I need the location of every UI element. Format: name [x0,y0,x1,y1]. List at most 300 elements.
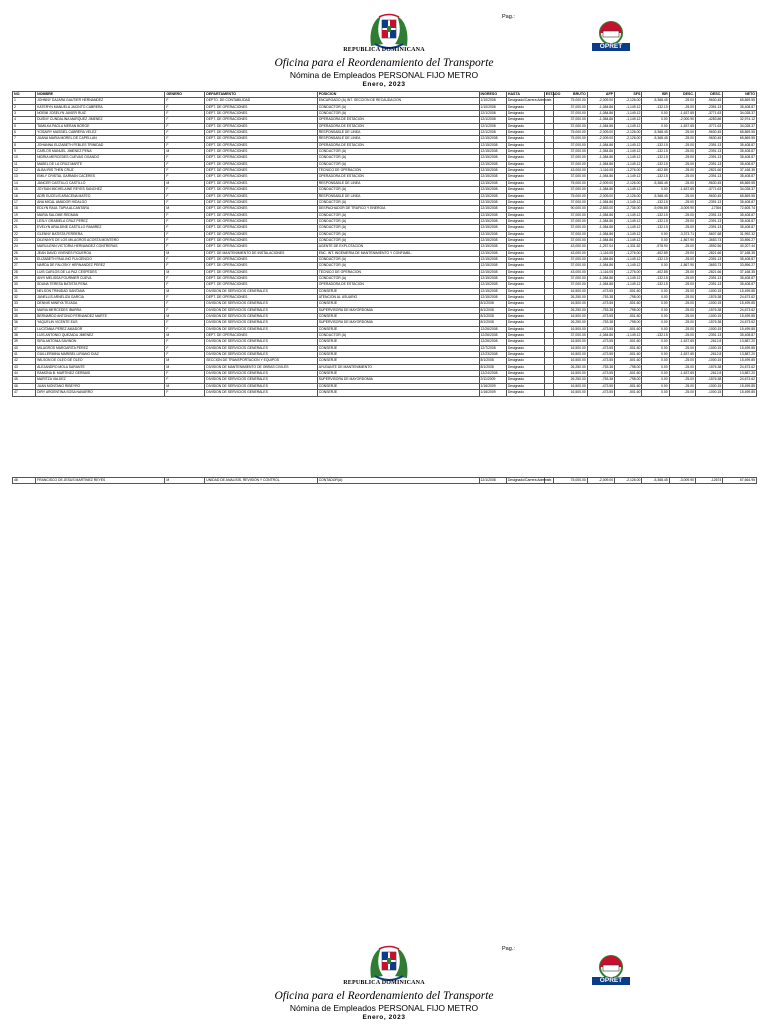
table-cell: Designado [506,168,544,174]
table-cell: F [165,275,205,281]
table-cell: -1,084.86 [587,225,614,231]
table-cell: -1576.38 [695,364,722,370]
table-cell: -25.00 [669,225,695,231]
table-cell: -132.15 [642,142,669,148]
table-cell: -25.00 [669,377,695,383]
table-cell: -1,084.86 [587,282,614,288]
table-cell: F [165,352,205,358]
table-cell: 35,408.87 [723,333,757,339]
table-cell: Designado/Carrera Administr. [507,98,553,103]
table-cell: -132.15 [642,155,669,161]
table-cell: 0.00 [642,237,669,243]
table-cell: 31 [13,288,36,294]
table-cell: 37,000.00 [554,111,588,117]
table-cell: Designado [506,301,544,307]
table-cell: 40,207.44 [723,244,757,250]
table-cell: 35,408.87 [723,212,757,218]
table-cell: 12/15/2008 [479,225,506,231]
table-cell: -25.00 [669,333,695,339]
table-cell: -25.00 [669,180,695,186]
table-cell: OPERADORA DE ESTACION [317,282,479,288]
table-cell: -2391.13 [695,155,722,161]
table-cell: -25.00 [669,326,695,332]
table-cell: Designado [506,237,544,243]
table-cell: 12/15/2008 [479,212,506,218]
table-cell: DEPT. DE OPERACIONES [205,244,317,250]
table-cell: 12/15/2008 [479,237,506,243]
table-cell: -25.00 [669,358,695,364]
table-cell: -1,867.90 [669,237,695,243]
table-cell: -1000.15 [695,390,722,396]
table-cell: -25.00 [669,212,695,218]
table-cell: -1000.15 [695,383,722,389]
table-cell: Designado [506,111,544,117]
table-cell: 37,000.00 [554,212,588,218]
table-cell: -3653.73 [695,237,722,243]
table-cell: -25.00 [669,269,695,275]
table-cell: 12/15/2008 [479,288,506,294]
table-cell: -25.00 [669,98,695,104]
table-cell: Designado [506,142,544,148]
table-cell: 16,500.00 [554,339,588,345]
table-cell: 0.00 [642,295,669,301]
table-cell: DEPT. DE OPERACIONES [205,225,317,231]
table-cell: F [165,390,205,396]
table-cell: -1000.15 [695,358,722,364]
table-cell: 35,408.87 [723,256,757,262]
table-cell: Designado [506,263,544,269]
table-cell: 43,000.00 [554,269,588,275]
table-cell: 35 [13,314,36,320]
table-cell: 42 [13,358,36,364]
table-cell: 8/1/2008 [479,320,506,326]
table-cell: TECNICO DE OPERACION [317,269,479,275]
payroll-table [12,91,757,397]
table-cell: -1000.15 [695,345,722,351]
table-cell: 12/15/2008 [479,136,506,142]
table-cell: 16,500.00 [554,390,588,396]
table-cell: -1,084.86 [587,142,614,148]
table-cell: Designado [506,136,544,142]
table-cell: OPERADORA DE ESTACION [317,117,479,123]
table-cell: Designado [506,149,544,155]
table-cell: -1,637.65 [669,187,695,193]
table-cell: -1,149.12 [615,155,642,161]
table-cell: -2391.13 [695,104,722,110]
table-cell: F [165,218,205,224]
table-cell: 47 [13,390,36,396]
table-cell: -473.55 [587,371,614,377]
table-cell: 12/15/2008 [479,269,506,275]
column-header: SFS [615,92,642,98]
table-cell: -132.15 [642,256,669,262]
table-cell: 12/15/2008 [479,149,506,155]
table-cell: Designado [506,161,544,167]
table-cell: Designado [506,371,544,377]
table-cell: 12/15/2008 [479,275,506,281]
table-cell: RESPONSABLE DE LINEA [317,193,479,199]
table-cell: 24,673.62 [723,377,757,383]
table-cell: -1,084.86 [587,174,614,180]
table-cell: -17394 [695,206,722,212]
table-cell: CONSERJE [317,352,479,358]
table-cell: CONSERJE [317,288,479,294]
table-cell: Designado [506,117,544,123]
table-cell: -132.15 [642,174,669,180]
table-cell: Designado [506,250,544,256]
table-cell: 37,168.35 [723,250,757,256]
table-cell: DIVISION DE SERVICIOS GENERALES [205,377,317,383]
table-cell: F [165,339,205,345]
table-cell: -2821.66 [695,168,722,174]
table-cell: -1576.38 [695,320,722,326]
table-cell: -1000.15 [695,326,722,332]
table-cell: -1,149.12 [615,237,642,243]
table-cell: 44 [13,371,36,377]
table-cell: -25.00 [669,307,695,313]
table-cell: 0.00 [642,288,669,294]
table-cell: -132.15 [642,104,669,110]
table-cell: -3771.63 [695,123,722,129]
table-cell: LUCITANIA PEREZ AMADOR [36,326,165,332]
table-cell: 12/15/2008 [479,168,506,174]
table-cell: -9630.45 [695,193,722,199]
table-cell: -1576.38 [695,295,722,301]
table-cell: 1/10/2008 [479,104,506,110]
table-cell: MARIA SALOME REDMAN [36,212,165,218]
table-cell: CONDUCTOR (A) [317,256,479,262]
table-cell: -1,084.86 [587,104,614,110]
table-cell: DEPT. DE OPERACIONES [205,212,317,218]
table-cell: Designado [506,377,544,383]
table-cell: -25.00 [669,275,695,281]
table-cell: Designado [506,307,544,313]
table-cell: Designado [506,180,544,186]
table-cell: Designado [506,256,544,262]
table-cell: CONDUCTOR (A) [317,149,479,155]
table-cell: 13 [13,174,36,180]
table-cell: EVELYN ARALDINE CASTILLO RAMIREZ [36,225,165,231]
table-cell: DEPT. DE OPERACIONES [205,237,317,243]
table-cell: Designado [506,193,544,199]
table-cell: Designado [506,104,544,110]
table-cell: 30 [13,282,36,288]
table-cell: 35,408.87 [723,275,757,281]
table-cell: -25.00 [669,288,695,294]
table-cell: 26,250.00 [554,320,588,326]
office-name: Oficina para el Reordenamiento del Transporte [274,57,494,69]
table-cell: 39 [13,339,36,345]
table-cell: -1,149.12 [615,275,642,281]
table-cell: DEPT. DE OPERACIONES [205,333,317,339]
table-cell: 0.00 [642,231,669,237]
table-cell: -5,368.45 [642,98,669,104]
table-cell: DEPT. DE MANTENIMIENTO DE INSTALACIONES [205,250,317,256]
table-cell: 65,869.55 [723,136,757,142]
table-cell: 75,000.00 [554,130,588,136]
table-cell: -25.00 [669,136,695,142]
table-cell: 12/15/2008 [479,231,506,237]
table-cell: ELIZABETH PAULINO FULGENCIO [36,256,165,262]
table-cell: -501.60 [615,301,642,307]
table-cell: M [165,383,205,389]
table-cell: DESPACHADOR DE TRAFICO Y ENERGIA [317,206,479,212]
table-cell: 16,500.00 [554,326,588,332]
table-cell: 12/1/2008 [479,130,506,136]
table-cell: DEPT. DE OPERACIONES [205,155,317,161]
table-cell: DIVISION DE SERVICIOS GENERALES [205,326,317,332]
table-cell: 37,000.00 [554,256,588,262]
table-cell: 12/15/2008 [479,142,506,148]
table-cell: -4283.86 [695,117,722,123]
table-cell: F [165,320,205,326]
table-cell: -2,126.00 [615,180,642,186]
table-cell: 8/1/2008 [479,301,506,307]
table-cell: 29 [13,275,36,281]
table-cell: 16,500.00 [554,314,588,320]
table-cell: 12/15/2008 [479,282,506,288]
table-cell: -798.00 [615,307,642,313]
table-cell: CONDUCTOR (A) [317,187,479,193]
table-cell: MARIA MERCEDES IBARRA [36,307,165,313]
table-cell: 1 [13,98,36,104]
table-cell: 65,869.55 [723,130,757,136]
table-cell: -25.00 [669,168,695,174]
table-cell: 12/15/2008 [479,250,506,256]
table-cell: DEPT. DE OPERACIONES [205,136,317,142]
table-row [13,390,757,396]
table-cell: F [165,371,205,377]
table-cell: 18 [13,206,36,212]
table-cell: DENNIS MINEYA TEJADA [36,301,165,307]
table-cell: 2/11/2009 [479,377,506,383]
table-cell: F [165,104,205,110]
table-cell: CONDUCTOR (A) [317,237,479,243]
column-header: NETO [723,92,757,98]
table-cell: -5,368.45 [642,193,669,199]
table-cell: F [165,326,205,332]
table-cell: -1,084.86 [587,275,614,281]
table-cell: ANYI MELISSA FOURNIER CUEVA [36,275,165,281]
table-cell: -9630.45 [695,98,722,104]
table-cell: 37,000.00 [554,199,588,205]
table-cell: -1,637.65 [669,339,695,345]
table-cell: -501.60 [615,288,642,294]
table-cell: DEPT. DE OPERACIONES [205,142,317,148]
table-cell: CONSERJE [317,383,479,389]
table-cell: -798.00 [615,320,642,326]
table-cell: 24,673.62 [723,307,757,313]
table-cell: 37,000.00 [554,161,588,167]
table-cell: 12/1/2008 [479,478,506,484]
table-cell: 34,028.37 [723,123,757,129]
table-cell: -5,368.45 [642,130,669,136]
table-cell: -2,126.00 [615,478,642,484]
table-cell: 0.00 [642,307,669,313]
table-cell: 14 [13,180,36,186]
table-cell: DEPT. DE OPERACIONES [205,275,317,281]
table-cell: -1,149.12 [615,256,642,262]
column-header: POSICION [317,92,479,98]
table-cell: -1,084.86 [587,161,614,167]
table-cell: -1,637.65 [669,123,695,129]
table-cell: ALBA IRIS THEN CRUZ [36,168,165,174]
table-cell: -9630.45 [695,130,722,136]
table-cell: 12/24/2008 [479,371,506,377]
table-cell: -2391.13 [695,174,722,180]
table-cell: JOHANNA ELIZABETH FEBLES TRINIDAD [36,142,165,148]
table-cell: 12/15/2008 [479,206,506,212]
table-cell: -473.55 [587,345,614,351]
table-cell: 72,605.74 [723,206,757,212]
table-cell: 15,499.85 [723,345,757,351]
table-cell: -1,116.05 [587,168,614,174]
table-cell: DEPT. DE OPERACIONES [205,231,317,237]
table-cell: -1576.38 [695,377,722,383]
table-cell: -1,149.12 [615,174,642,180]
table-cell: F [165,187,205,193]
table-cell: -25.00 [669,130,695,136]
table-cell: DIVISION DE SERVICIOS GENERALES [205,345,317,351]
table-cell: 65,869.55 [723,180,757,186]
table-cell: -1000.15 [695,301,722,307]
table-cell: -753.38 [587,307,614,313]
table-cell: F [165,307,205,313]
table-cell: -1,149.12 [615,225,642,231]
table-cell: 6 [13,130,36,136]
table-cell: CONDUCTOR (A) [317,111,479,117]
table-cell: LUIS ANTONIO QUEZADA JIMENEZ [36,333,165,339]
table-cell: -132.15 [642,218,669,224]
table-cell: 23 [13,237,36,243]
table-cell: 41 [13,352,36,358]
table-cell: -1,149.12 [615,218,642,224]
table-cell: 65,869.55 [723,98,757,104]
table-cell: 34,028.37 [723,111,757,117]
table-cell: -25.00 [669,295,695,301]
table-cell: ENC. INT. INGENIERIA DE MANTENIMIENTO Y CONFIABIL. [317,250,479,256]
table-cell: F [165,212,205,218]
table-cell: 35,408.87 [723,174,757,180]
table-cell: 0.00 [642,320,669,326]
table-cell: 37,000.00 [554,282,588,288]
table-cell: M [165,333,205,339]
table-cell: 0.00 [642,326,669,332]
table-cell: -2391.13 [695,275,722,281]
table-cell: -501.60 [615,352,642,358]
table-cell: CONDUCTOR (A) [317,104,479,110]
table-cell: F [165,98,205,104]
table-cell: 0.00 [642,364,669,370]
table-cell: Designado [506,155,544,161]
table-cell: -473.55 [587,358,614,364]
table-cell: 37,000.00 [554,263,588,269]
table-cell: DEPT. DE OPERACIONES [205,256,317,262]
table-cell: 37,000.00 [554,231,588,237]
table-cell: Designado/Carrera Administr. [507,478,553,482]
table-cell: 8/1/2008 [479,307,506,313]
table-cell: 35,408.87 [723,149,757,155]
table-cell: DEPT. DE OPERACIONES [205,295,317,301]
table-cell: -1,331.52 [615,244,642,250]
table-cell: F [165,301,205,307]
table-cell: F [165,263,205,269]
table-cell: CONDUCTOR (A) [317,231,479,237]
table-cell: DEPT. DE OPERACIONES [205,174,317,180]
table-cell: Designado [506,123,544,129]
table-cell: -473.55 [587,288,614,294]
table-cell: -25.00 [669,149,695,155]
table-cell: 26 [13,256,36,262]
table-cell: DEPTO. DE CONTABILIDAD [205,98,317,104]
table-cell: CONSERJE [317,345,479,351]
table-cell: 1/16/2009 [479,383,506,389]
table-cell: -25.00 [669,250,695,256]
table-cell: -2,126.00 [615,193,642,199]
table-cell: M [165,314,205,320]
table-cell: M [165,269,205,275]
table-cell: -1,084.86 [587,123,614,129]
table-cell: -753.38 [587,295,614,301]
table-cell: 37 [13,326,36,332]
table-cell: 32,974.12 [723,117,757,123]
table-cell: -3,009.90 [669,478,695,484]
table-cell: -5,368.45 [642,180,669,186]
table-cell: Designado [506,339,544,345]
table-cell: -2,126.00 [615,136,642,142]
table-cell: DEPT. DE OPERACIONES [205,199,317,205]
table-cell: 37,000.00 [554,275,588,281]
table-cell: RESPONSABLE DE LINEA [317,180,479,186]
table-cell: Designado [506,282,544,288]
table-cell: F [165,142,205,148]
table-cell: UNIDAD DE ANALISIS, REVISION Y CONTROL [205,478,317,484]
page-number-label-2: Pag.: [502,946,515,952]
table-cell: -132.15 [642,161,669,167]
table-cell: -798.00 [615,295,642,301]
table-cell: F [165,345,205,351]
table-cell: 37,168.35 [723,168,757,174]
table-cell: SECCION DE TRANSPORTACION Y EQUIPOS [205,358,317,364]
table-cell: CONDUCTOR (A) [317,333,479,339]
table-cell: YAQUELIN VICENTE EUS [36,320,165,326]
table-cell: M [165,149,205,155]
table-cell: ADRI EUCELIS ARACENA MATEO [36,193,165,199]
table-cell: 12/1/2008 [479,123,506,129]
table-cell: 0.00 [642,117,669,123]
table-cell: 75,000.00 [554,136,588,142]
table-cell: M [165,358,205,364]
table-cell: 26,250.00 [554,295,588,301]
table-cell: 37,000.00 [554,149,588,155]
table-cell: JEAN DAVID VIVENES FIGUEROA [36,250,165,256]
table-cell: NELSON TRINIDAD SANTANA [36,288,165,294]
table-cell: MARITZA VALDEZ [36,377,165,383]
table-cell: 17 [13,199,36,205]
table-cell: 5 [13,123,36,129]
table-cell: -1000.15 [695,314,722,320]
table-cell: Designado [506,269,544,275]
table-cell: Designado [506,320,544,326]
table-cell: -1000.15 [695,288,722,294]
table-cell: -25.00 [669,383,695,389]
table-cell: -1,084.86 [587,231,614,237]
table-cell: 32 [13,295,36,301]
table-cell: -3592.56 [695,244,722,250]
table-cell: 26,250.00 [554,377,588,383]
table-cell: -402.85 [642,250,669,256]
table-cell: Designado [506,326,544,332]
